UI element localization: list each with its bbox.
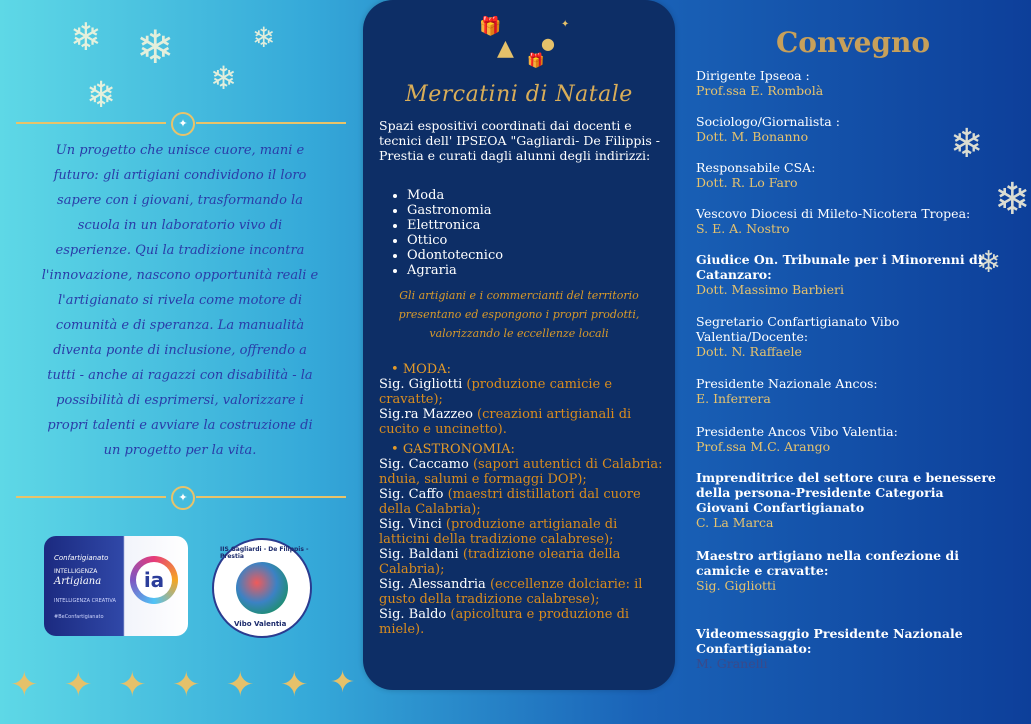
convegno-title: Convegno [776, 26, 931, 59]
speaker-item: Sociologo/Giornalista : Dott. M. Bonanno [696, 114, 840, 144]
list-item: Sig. Baldani (tradizione olearia della Calabria); [379, 547, 621, 577]
list-item: Sig. Alessandria (eccellenze dolciarie: il gusto della tradizione calabrese); [379, 577, 643, 607]
speaker-item: Vescovo Diocesi di Mileto-Nicotera Tropea: S. E. A. Nostro [696, 206, 971, 236]
star-icon: ✦ [64, 665, 93, 705]
indirizzi-list [385, 188, 503, 278]
mercatini-panel [363, 0, 675, 690]
list-item: Sig. Vinci (produzione artigianale di latticini della tradizione calabrese); [379, 517, 618, 547]
list-item: • Gastronomia [407, 203, 503, 218]
divider-bottom [16, 490, 346, 504]
intro-text: Un progetto che unisce cuore, mani e futuro: gli artigiani condividono il loro sapere con i giovani, trasformando la scuola in un laboratorio vivo di esperienze. Qui la tradizione incontra l'innovazione, nascono opportunità reali e l'artigianato si rivela come motore di comunità e di speranza. La manualità diventa ponte di inclusione, offrendo a tutti - anche ai ragazzi con disabilità - la possibilità di esprimersi, valorizzare i propri talenti e avviare la costruzione di un progetto per la vita. [41, 143, 319, 458]
speaker-item: Videomessaggio Presidente Nazionale Confartigianato: M. Granelli [696, 626, 963, 671]
school-logo-emblem [236, 562, 288, 614]
list-item: • Odontotecnico [407, 248, 503, 263]
speaker-item: Imprenditrice del settore cura e benessere della persona-Presidente Categoria Giovani Confartigianato C. La Marca [696, 470, 996, 530]
category-gastronomia: • GASTRONOMIA: Sig. Caccamo (sapori autentici di Calabria: nduia, salumi e formaggi DOP); Sig. Caffo (maestri distillatori dal cuore della Calabria); Sig. Vinci (produzione artigianale di latticini della tradizione calabrese); Sig. Baldani (tradizione olearia della Calabria); Sig. Alessandria (eccellenze dolciarie: il gusto della tradizione calabrese); Sig. Baldo (apicoltura e produzione di miele). [379, 442, 669, 637]
convegno-panel [680, 0, 1031, 724]
logo-line2: Artigiana [54, 576, 102, 587]
star-icon: ✦ [226, 665, 255, 705]
star-icon: ✦ [171, 112, 195, 136]
list-item: • Elettronica [407, 218, 503, 233]
school-logo [212, 538, 312, 638]
list-item: Sig. Caccamo (sapori autentici di Calabria: nduia, salumi e formaggi DOP); [379, 457, 663, 487]
snowflake-icon: ❄ [70, 15, 102, 59]
logo-hashtag: #BeConfartigianato [54, 614, 104, 620]
star-icon: ✦ [172, 665, 201, 705]
logo-brand: Confartigianato [54, 554, 109, 562]
snowflake-icon: ❄ [252, 21, 276, 54]
snowflake-icon: ❄ [86, 75, 117, 116]
star-icon: ✦ [118, 665, 147, 705]
star-icon: ✦ [280, 665, 309, 705]
snowflake-icon: ❄ [994, 174, 1031, 225]
speaker-item: Presidente Nazionale Ancos: E. Inferrera [696, 376, 878, 406]
logo-line3: INTELLIGENZA CREATIVA [54, 598, 116, 604]
school-logo-bottom: Vibo Valentia [234, 620, 287, 628]
category-name: GASTRONOMIA: [402, 442, 515, 457]
speaker-item: Giudice On. Tribunale per i Minorenni di Catanzaro: Dott. Massimo Barbieri [696, 252, 983, 297]
list-item: • Moda [407, 188, 503, 203]
school-logo-top: IIS Gagliardi - De Filippis - Prestia [220, 546, 309, 560]
speaker-item: Segretario Confartigianato Vibo Valentia/Docente: Dott. N. Raffaele [696, 314, 900, 359]
snowflake-icon: ❄ [950, 121, 984, 167]
divider-top [16, 116, 346, 130]
speaker-item: Maestro artigiano nella confezione di camicie e cravatte: Sig. Gigliotti [696, 548, 959, 593]
logo-line1: INTELLIGENZA [54, 568, 98, 575]
list-item: • Ottico [407, 233, 503, 248]
speaker-item: Presidente Ancos Vibo Valentia: Prof.ssa M.C. Arango [696, 424, 898, 454]
snowflake-icon: ❄ [136, 20, 175, 74]
list-item: • Agraria [407, 263, 503, 278]
list-item: Sig.ra Mazzeo (creazioni artigianali di cucito e uncinetto). [379, 407, 632, 437]
category-name: MODA: [402, 362, 451, 377]
category-moda: • MODA: Sig. Gigliotti (produzione camicie e cravatte); Sig.ra Mazzeo (creazioni artigianali di cucito e uncinetto). [379, 362, 669, 437]
list-item: Sig. Caffo (maestri distillatori dal cuore della Calabria); [379, 487, 641, 517]
star-icon: ✦ [561, 19, 570, 30]
left-panel [0, 0, 360, 724]
star-icon: ✦ [10, 665, 39, 705]
mercatini-intro: Spazi espositivi coordinati dai docenti e tecnici dell' IPSEOA "Gagliardi- De Filippis -Prestia e curati dagli alunni degli indirizzi: [379, 118, 661, 163]
snowflake-icon: ❄ [976, 245, 1002, 280]
intelligenza-artigiana-logo [44, 536, 188, 636]
speaker-item: Responsabile CSA: Dott. R. Lo Faro [696, 160, 816, 190]
gift-icon: 🎁 [479, 16, 502, 37]
ornament-icon: ● [541, 34, 555, 53]
star-icon: ✦ [330, 665, 356, 700]
star-icon: ✦ [171, 486, 195, 510]
speaker-item: Dirigente Ipseoa : Prof.ssa E. Rombolà [696, 68, 824, 98]
artisans-note: Gli artigiani e i commercianti del territorio presentano ed espongono i propri prodotti, valorizzando le eccellenze locali [398, 289, 640, 340]
gift-icon: 🎁 [527, 53, 545, 69]
ia-logo-mark: ia [130, 556, 178, 604]
mercatini-title: Mercatini di Natale [405, 82, 633, 107]
list-item: Sig. Gigliotti (produzione camicie e cravatte); [379, 377, 613, 407]
christmas-tree-icon: ▲ [497, 36, 514, 61]
list-item: Sig. Baldo (apicoltura e produzione di miele). [379, 607, 630, 637]
snowflake-icon: ❄ [210, 59, 237, 97]
